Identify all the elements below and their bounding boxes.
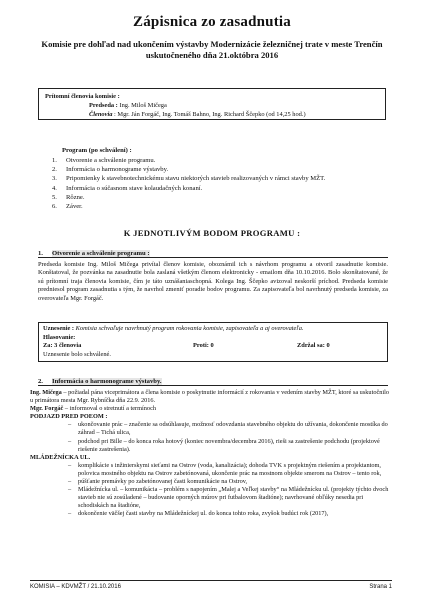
program-item: 1. Otvorenie a schválenie programu. <box>52 157 156 164</box>
vote-abstain: Zdržal sa: 0 <box>297 342 330 350</box>
bullet-item: – ukončovanie prác – značenie sa odsúhlasuje, možnosť odovzdania stavebného objektu do užívania, dokončenie mostíka do záhrad – Tichá ulica, <box>68 421 388 437</box>
page-footer <box>30 584 392 590</box>
members-names: : Mgr. Ján Forgáč, Ing. Tomáš Bahno, Ing. Richard Ščepko (od 14,25 hod.) <box>114 111 306 118</box>
bullet-item: – podchod pri Bille – do konca roka hotový (koniec novembra/decembra 2016), rieši sa zastrešenie podchodu (projektové riešenie zastrešenia). <box>68 437 380 453</box>
vote-against: Proti: 0 <box>193 342 214 350</box>
program-item: 6. Záver. <box>52 203 83 211</box>
document-title: Zápisnica zo zasadnutia <box>133 14 291 30</box>
chair-label: Predseda : <box>89 102 118 109</box>
section-heading: K JEDNOTLIVÝM BODOM PROGRAMU : <box>123 228 301 238</box>
program-item: 2. Informácia o harmonograme výstavby. <box>52 166 169 174</box>
section-2-line: Mgr. Forgáč – informoval o stretnutí a termínoch <box>30 405 157 413</box>
chair-row <box>45 101 379 110</box>
program-item: 3. Pripomienky k stavebnotechnickému stavu niektorých stavieb realizovaných v rámci stavby MŽT. <box>52 175 326 183</box>
chair-name: Ing. Miloš Mičega <box>119 102 167 109</box>
bullet-item: – komplikácie s inžinierskymi sieťami na Ostrov (voda, kanalizácia); dohoda TVK s projektným riešením a projektantom, <box>68 461 381 469</box>
bullet-item: polovica mostného objektu na Ostrov zabetónovaná, ukončenie prác na mostnom objekte smerom na Ostrov – tento rok, <box>78 469 382 477</box>
attendees-heading: Prítomní členovia komisie : <box>45 93 120 100</box>
bullet-item: – Mládežnícka ul. – komunikácia – problém s napojením „Malej a Veľkej stavby“ na Mládežnícku ul. (projekty týchto dvoch stavieb nie sú zosúladené – budovanie oporných múrov pri futbalovom štadióne); navrhované obľúky nesedia pri schodiskách na štadióne, <box>68 486 389 510</box>
vote-row <box>43 342 383 351</box>
footer-divider <box>30 580 392 581</box>
document-subtitle: Komisie pre dohľad nad ukončením výstavby Modernizácie železničnej trate v meste Trenčín uskutočneného dňa 21.októbra 2016 <box>41 39 383 60</box>
section-1-text: Predseda komisie Ing. Miloš Mičega privítal členov komisie, oboznámil ich s návrhom programu a otvoril zasadnutie komisie. Konštatoval, že pozvánka na zasadnutie bola zaslaná všetkým členom elektronicky - emailom dňa 10.10.2016. Bolo skonštatované, že sú prítomní traja členovia komisie, čím je táto uznášaniaschopná. Kolega Ing. Ščepko avizoval neskorší príchod. Predseda komisie predniesol program zasadnutia s tým, že navrhol zmeniť poradie bodov programu. Za zapisovateľa bol navrhnutý predseda komisie, za overovateľa Mgr. Forgáč. <box>38 261 388 302</box>
section-2-body <box>30 389 392 519</box>
bullet-item: – púšťanie premávky po zabetónovanej časti komunikácie na Ostrov, <box>68 478 248 486</box>
program-list <box>52 156 325 211</box>
resolution-box <box>38 322 388 362</box>
page-number: Strana 1 <box>369 584 392 590</box>
members-label: Členovia <box>89 111 113 118</box>
vote-result: Uznesenie bolo schválené. <box>43 351 111 359</box>
program-item: 4. Informácia o súčasnom stave kolaudačných konaní. <box>52 184 203 192</box>
section-1-heading: 1. Otvorenie a schválenie programu : <box>38 250 388 258</box>
mladeznicka-heading: MLÁDEŽNÍCKA UL. <box>30 453 91 461</box>
bullet-item: – dokončenie väčšej časti stavby na Mládežníckej ul. do konca tohto roka, zvyšok budúci rok (2017), <box>68 510 329 518</box>
program-item: 5. Rôzne. <box>52 193 85 201</box>
vote-for: Za: 3 členovia <box>43 342 82 350</box>
vote-label: Hlasovanie: <box>43 333 76 341</box>
footer-left: KOMISIA – KDVMŽT / 21.10.2016 <box>30 584 121 590</box>
members-row <box>45 110 379 119</box>
section-2-heading: 2. Informácia o harmonograme výstavby. <box>38 378 388 386</box>
program-heading: Program (po schválení) : <box>62 147 132 154</box>
resolution-row: Uznesenie : Komisia schvaľuje navrhnutý program rokovania komisie, zapisovateľa a aj overovateľa. <box>43 325 304 332</box>
section-2-line: Ing. Mičega – požiadal pána viceprimátora a člena komisie o poskytnutie informácií z rokovania v vedením stavby MŽT, ktoré sa uskutočnilo u primátora mesta Mgr. Rybníčka dňa 22.9. 2016. <box>30 389 390 405</box>
attendees-box <box>38 88 386 120</box>
section-2-line: PODJAZD PRED POEOM : <box>30 413 108 421</box>
